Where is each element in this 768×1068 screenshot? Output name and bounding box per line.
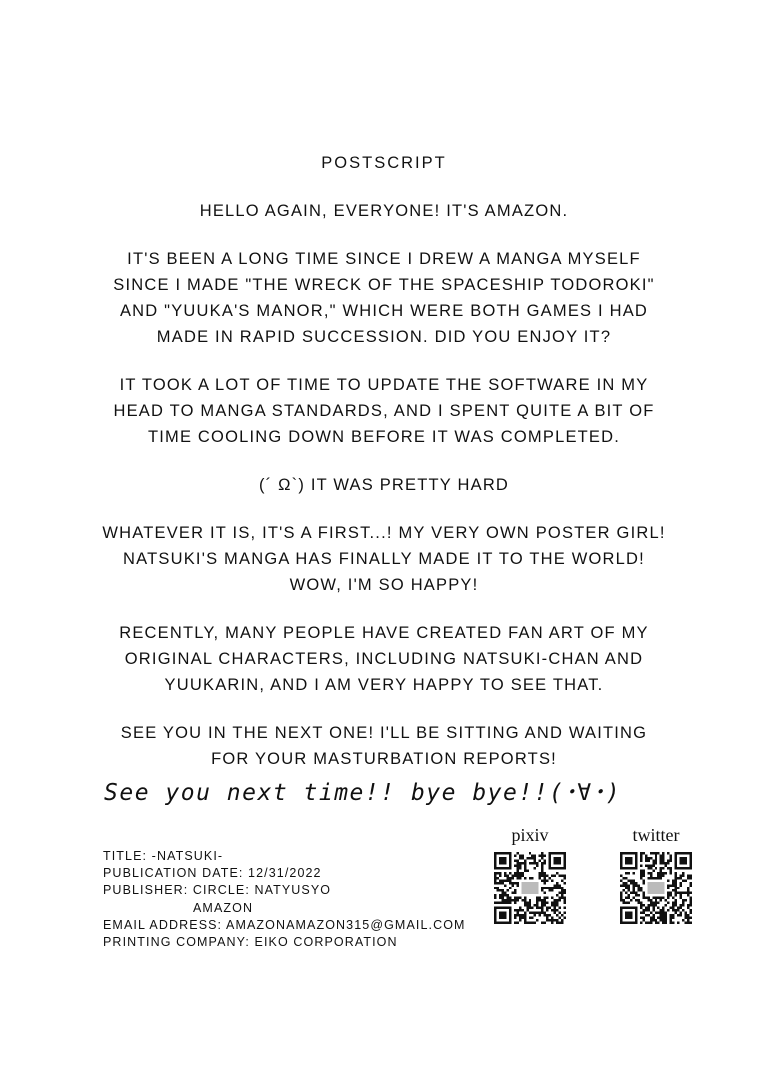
postscript-line: YUUKARIN, AND I AM VERY HAPPY TO SEE THAT. bbox=[164, 676, 604, 694]
postscript-paragraph bbox=[40, 520, 728, 598]
postscript-paragraph bbox=[40, 472, 728, 498]
twitter-label: twitter bbox=[632, 825, 680, 845]
postscript-section bbox=[40, 150, 728, 794]
postscript-line: AND "YUUKA'S MANOR," WHICH WERE BOTH GAMES I HAD bbox=[119, 302, 649, 320]
colophon-printing-company: PRINTING COMPANY: EIKO CORPORATION bbox=[103, 935, 398, 950]
postscript-line: RECENTLY, MANY PEOPLE HAVE CREATED FAN ART OF MY bbox=[119, 624, 649, 642]
colophon-publisher-name: AMAZON bbox=[193, 900, 254, 915]
postscript-line: IT TOOK A LOT OF TIME TO UPDATE THE SOFTWARE IN MY bbox=[119, 376, 649, 394]
postscript-line: SEE YOU IN THE NEXT ONE! I'LL BE SITTING AND WAITING bbox=[120, 724, 648, 742]
twitter-qr-code-icon[interactable] bbox=[620, 852, 692, 924]
twitter-qr-block bbox=[615, 825, 697, 924]
postscript-line: HELLO AGAIN, EVERYONE! IT'S AMAZON. bbox=[199, 202, 569, 220]
postscript-line: IT'S BEEN A LONG TIME SINCE I DREW A MANGA MYSELF bbox=[127, 250, 641, 268]
postscript-paragraph bbox=[40, 246, 728, 350]
postscript-line: MADE IN RAPID SUCCESSION. DID YOU ENJOY IT? bbox=[156, 328, 612, 346]
postscript-line: TIME COOLING DOWN BEFORE IT WAS COMPLETED. bbox=[147, 428, 621, 446]
postscript-line: WHATEVER IT IS, IT'S A FIRST...! MY VERY OWN POSTER GIRL! bbox=[102, 524, 666, 542]
postscript-line: FOR YOUR MASTURBATION REPORTS! bbox=[211, 750, 557, 768]
postscript-paragraph bbox=[40, 720, 728, 772]
postscript-paragraph bbox=[40, 372, 728, 450]
postscript-line: SINCE I MADE "THE WRECK OF THE SPACESHIP TODOROKI" bbox=[113, 276, 655, 294]
pixiv-qr-code-icon[interactable] bbox=[494, 852, 566, 924]
postscript-paragraph bbox=[40, 198, 728, 224]
colophon-title: TITLE: -NATSUKI- bbox=[103, 849, 224, 863]
colophon-publisher: PUBLISHER: CIRCLE: NATYUSYO bbox=[103, 883, 332, 898]
pixiv-qr-block bbox=[492, 825, 568, 924]
colophon-publication-date: PUBLICATION DATE: 12/31/2022 bbox=[103, 866, 322, 881]
postscript-line: HEAD TO MANGA STANDARDS, AND I SPENT QUITE A BIT OF bbox=[113, 402, 655, 420]
postscript-paragraph bbox=[40, 620, 728, 698]
postscript-line: (´ Ω`) IT WAS PRETTY HARD bbox=[258, 476, 510, 494]
colophon-email: EMAIL ADDRESS: AMAZONAMAZON315@GMAIL.COM bbox=[103, 917, 466, 932]
postscript-title: POSTSCRIPT bbox=[321, 154, 447, 172]
pixiv-label: pixiv bbox=[511, 825, 549, 845]
postscript-line: WOW, I'M SO HAPPY! bbox=[289, 576, 479, 594]
postscript-line: NATSUKI'S MANGA HAS FINALLY MADE IT TO THE WORLD! bbox=[123, 550, 645, 568]
postscript-line: ORIGINAL CHARACTERS, INCLUDING NATSUKI-CHAN AND bbox=[124, 650, 644, 668]
colophon bbox=[103, 848, 466, 951]
farewell-message: See you next time!! bye bye!!(･∀･) bbox=[104, 780, 622, 806]
